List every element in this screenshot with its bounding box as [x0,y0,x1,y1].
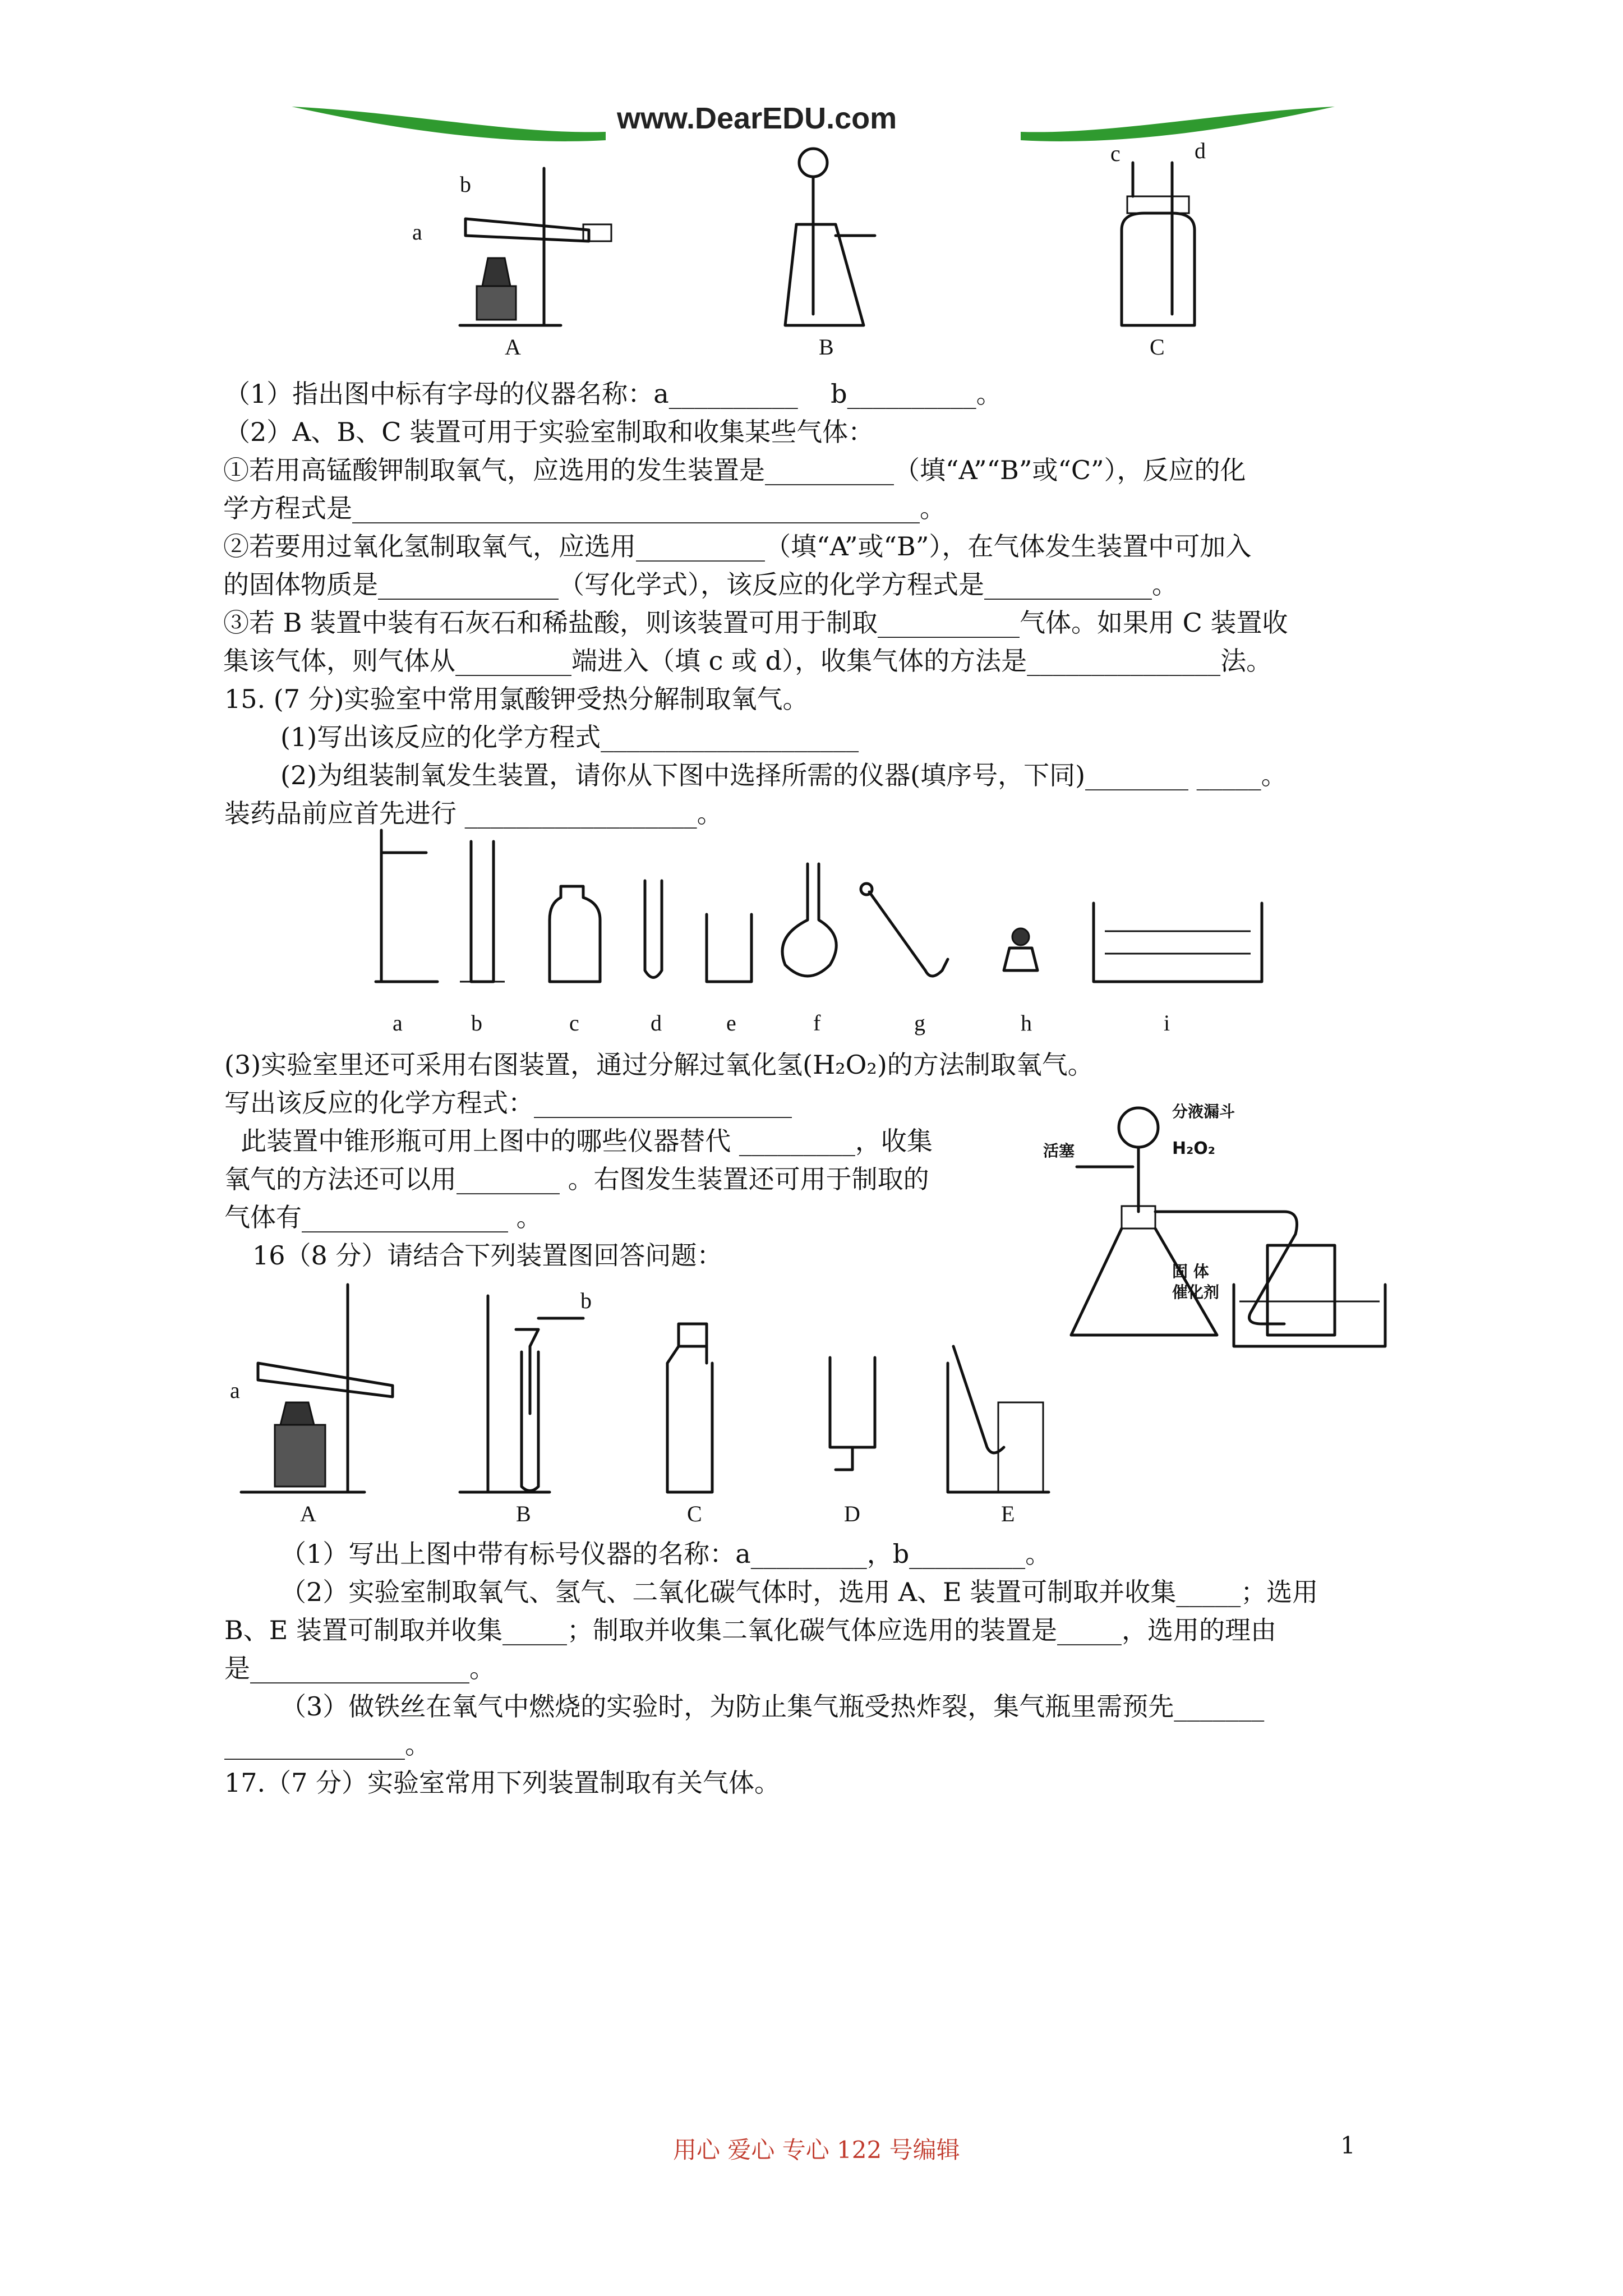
q15-side-label-funnel: 分液漏斗 [1172,1102,1235,1121]
q15-part3-line3: 此装置中锥形瓶可用上图中的哪些仪器替代 _________，收集 [224,1126,933,1156]
q14-sub2-line1: ②若要用过氧化氢制取氧气，应选用__________（填“A”或“B”），在气体发生装置中可加入 [223,531,1252,562]
fig1-label-c: C [1150,334,1165,360]
q16-part2-line3: 是_________________。 [224,1653,495,1683]
q16-marker-a: a [230,1378,240,1403]
q15-fig-label-b: b [471,1010,482,1036]
q15-part3-line5: 气体有________________ 。 [224,1202,542,1232]
q15-part3-eq: 写出该反应的化学方程式：____________________ [224,1088,792,1118]
q16-part1: （1）写出上图中带有标号仪器的名称：a_________，b_________。 [280,1539,1052,1569]
q15-side-apparatus-diagram [1049,1099,1396,1352]
q15-fig-label-i: i [1164,1010,1170,1036]
fig1-marker-b: b [460,172,471,197]
q14-sub3-line1: ③若 B 装置中装有石灰石和稀盐酸，则该装置可用于制取___________气体。如果用 C 装置收 [223,608,1288,638]
q15-fig-label-d: d [651,1010,662,1036]
q14-part1: （1）指出图中标有字母的仪器名称：a__________ b__________。 [224,379,1002,409]
q15-part1: (1)写出该反应的化学方程式____________________ [280,722,859,752]
fig1-marker-c: c [1110,141,1121,166]
q16-fig-label-a: A [300,1501,316,1526]
fig1-marker-a: a [412,219,422,245]
q16-fig-label-b: B [516,1501,531,1526]
footer-text: 用心 爱心 专心 122 号编辑 [673,2136,960,2164]
q16-fig-label-e: E [1001,1501,1015,1526]
q15-instruments-diagram [365,819,1318,1004]
q15-fig-label-a: a [393,1010,403,1036]
q15-fig-label-h: h [1021,1010,1032,1036]
q16-part3-line1: （3）做铁丝在氧气中燃烧的实验时，为防止集气瓶受热炸裂，集气瓶里需预先_______ [280,1691,1265,1722]
q16-fig-label-c: C [687,1501,702,1526]
q15-part3: (3)实验室里还可采用右图装置，通过分解过氧化氢(H₂O₂)的方法制取氧气。 [224,1050,1094,1080]
q15-side-label-catalyst-1: 固 体 [1172,1262,1209,1281]
q16-fig-label-d: D [844,1501,860,1526]
q15-part3-line4: 氧气的方法还可以用________ 。右图发生装置还可用于制取的 [224,1164,929,1194]
q14-sub3-line2: 集该气体，则气体从_________端进入（填 c 或 d），收集气体的方法是_______________法。 [223,646,1272,676]
q14-sub1-line2: 学方程式是____________________________________________。 [223,493,946,523]
q16-title: 16（8 分）请结合下列装置图回答问题： [252,1240,723,1271]
q15-part2-cont: 装药品前应首先进行 __________________。 [224,798,723,829]
page-number: 1 [1340,2132,1355,2159]
q15-fig-label-c: c [569,1010,579,1036]
apparatus-b-diagram [774,146,886,331]
q16-apparatus-diagram [224,1279,1049,1503]
q15-part2: (2)为组装制氧发生装置，请你从下图中选择所需的仪器(填序号，下同)________ _____。 [280,760,1287,790]
q14-sub1-line1: ①若用高锰酸钾制取氧气，应选用的发生装置是__________（填“A”“B”或“C”），反应的化 [223,455,1246,485]
q16-part3-line2: ______________。 [224,1729,431,1760]
q15-fig-label-f: f [813,1010,821,1036]
q15-fig-label-g: g [914,1010,925,1036]
q15-fig-label-e: e [726,1010,736,1036]
q16-part2-line1: （2）实验室制取氧气、氢气、二氧化碳气体时，选用 A、E 装置可制取并收集_____；选用 [280,1577,1318,1607]
q14-sub2-line2: 的固体物质是______________（写化学式），该反应的化学方程式是_____________。 [223,569,1178,600]
apparatus-c-diagram [1110,146,1223,331]
fig1-marker-d: d [1195,138,1206,163]
fig1-label-b: B [819,334,834,360]
apparatus-a-diagram [449,157,628,337]
fig1-label-a: A [505,334,521,360]
q15-side-label-h2o2: H₂O₂ [1172,1139,1215,1158]
q16-marker-b: b [580,1288,592,1313]
q16-part2-line2: B、E 装置可制取并收集_____；制取并收集二氧化碳气体应选用的装置是_____，选用的理由 [224,1615,1277,1645]
q15-side-label-valve: 活塞 [1043,1142,1075,1160]
q15-side-label-catalyst-2: 催化剂 [1172,1283,1220,1301]
q14-part2: （2）A、B、C 装置可用于实验室制取和收集某些气体： [224,417,874,447]
site-logo-text: www.DearEDU.com [617,102,897,135]
q17-title: 17.（7 分）实验室常用下列装置制取有关气体。 [224,1768,781,1798]
q15-title: 15. (7 分)实验室中常用氯酸钾受热分解制取氧气。 [224,684,809,714]
